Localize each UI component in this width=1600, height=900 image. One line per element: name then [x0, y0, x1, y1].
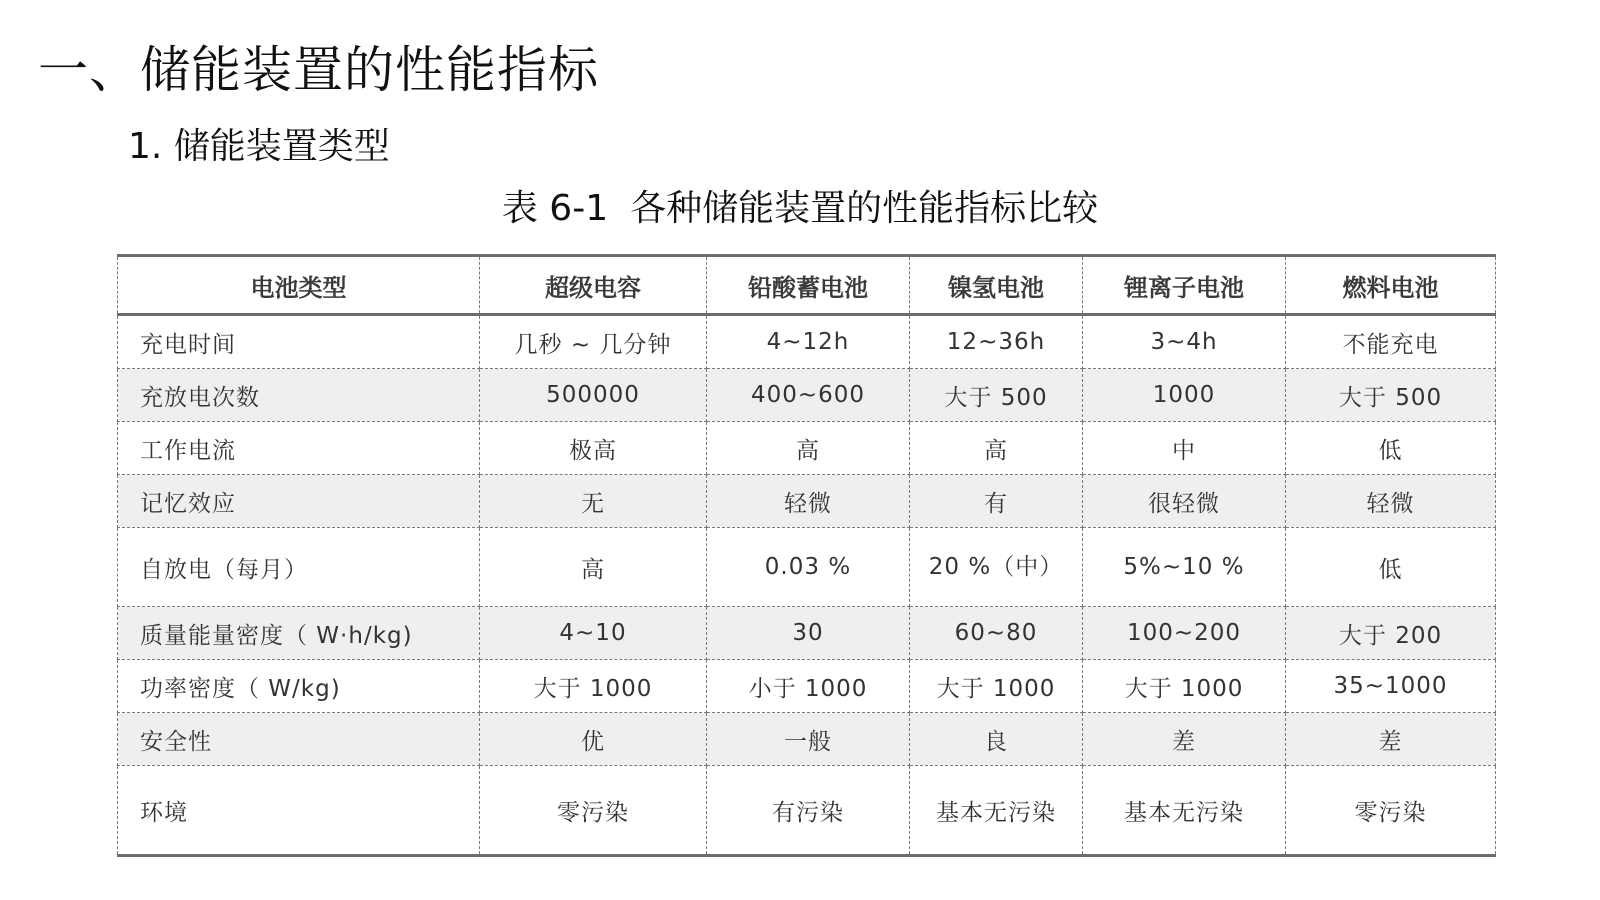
table-cell: 差 — [1286, 713, 1496, 766]
table-cell: 轻微 — [1286, 475, 1496, 528]
column-header: 锂离子电池 — [1083, 256, 1286, 315]
page-title: 一、储能装置的性能指标 — [38, 41, 599, 99]
table-cell: 无 — [480, 475, 707, 528]
row-label: 工作电流 — [118, 422, 480, 475]
row-label: 自放电（每月） — [118, 528, 480, 607]
table-title: 各种储能装置的性能指标比较 — [630, 188, 1099, 229]
table-cell: 有 — [910, 475, 1083, 528]
table-row — [118, 713, 1496, 766]
row-label: 环境 — [118, 766, 480, 856]
column-header: 铅酸蓄电池 — [707, 256, 910, 315]
table-row — [118, 528, 1496, 607]
table-cell: 1000 — [1083, 369, 1286, 422]
table-cell: 100~200 — [1083, 607, 1286, 660]
table-cell: 35~1000 — [1286, 660, 1496, 713]
table-row — [118, 422, 1496, 475]
table-cell: 高 — [910, 422, 1083, 475]
column-header: 镍氢电池 — [910, 256, 1083, 315]
table-cell: 5%~10 % — [1083, 528, 1286, 607]
table-header-row — [118, 256, 1496, 315]
table-cell: 低 — [1286, 422, 1496, 475]
table-cell: 轻微 — [707, 475, 910, 528]
table-cell: 大于 1000 — [910, 660, 1083, 713]
table-row — [118, 315, 1496, 369]
table-cell: 大于 1000 — [480, 660, 707, 713]
table-cell: 20 %（中） — [910, 528, 1083, 607]
row-label: 充放电次数 — [118, 369, 480, 422]
table-cell: 差 — [1083, 713, 1286, 766]
table-cell: 良 — [910, 713, 1083, 766]
column-header: 电池类型 — [118, 256, 480, 315]
table-cell: 几秒 ~ 几分钟 — [480, 315, 707, 369]
table-row — [118, 766, 1496, 856]
table-row — [118, 475, 1496, 528]
table-cell: 不能充电 — [1286, 315, 1496, 369]
table-cell: 一般 — [707, 713, 910, 766]
table-cell: 500000 — [480, 369, 707, 422]
table-cell: 低 — [1286, 528, 1496, 607]
table-cell: 12~36h — [910, 315, 1083, 369]
table-cell: 大于 500 — [1286, 369, 1496, 422]
table-cell: 大于 500 — [910, 369, 1083, 422]
table-cell: 很轻微 — [1083, 475, 1286, 528]
performance-table — [117, 254, 1496, 857]
table-cell: 0.03 % — [707, 528, 910, 607]
table-cell: 中 — [1083, 422, 1286, 475]
table-cell: 小于 1000 — [707, 660, 910, 713]
table-row — [118, 369, 1496, 422]
table-cell: 零污染 — [480, 766, 707, 856]
table-cell: 4~12h — [707, 315, 910, 369]
table-cell: 3~4h — [1083, 315, 1286, 369]
table-cell: 极高 — [480, 422, 707, 475]
table-cell: 30 — [707, 607, 910, 660]
column-header: 超级电容 — [480, 256, 707, 315]
table-cell: 有污染 — [707, 766, 910, 856]
table-cell: 400~600 — [707, 369, 910, 422]
table-cell: 高 — [480, 528, 707, 607]
row-label: 质量能量密度（ W·h/kg) — [118, 607, 480, 660]
row-label: 安全性 — [118, 713, 480, 766]
table-cell: 大于 200 — [1286, 607, 1496, 660]
table-cell: 60~80 — [910, 607, 1083, 660]
row-label: 记忆效应 — [118, 475, 480, 528]
section-title: 1. 储能装置类型 — [128, 126, 390, 167]
row-label: 充电时间 — [118, 315, 480, 369]
table-cell: 4~10 — [480, 607, 707, 660]
table-number: 表 6-1 — [501, 188, 609, 229]
table-cell: 高 — [707, 422, 910, 475]
table-cell: 优 — [480, 713, 707, 766]
table-row — [118, 660, 1496, 713]
table-row — [118, 607, 1496, 660]
row-label: 功率密度（ W/kg) — [118, 660, 480, 713]
table-cell: 大于 1000 — [1083, 660, 1286, 713]
table-cell: 零污染 — [1286, 766, 1496, 856]
column-header: 燃料电池 — [1286, 256, 1496, 315]
table-cell: 基本无污染 — [910, 766, 1083, 856]
table-caption — [0, 180, 1600, 231]
table-cell: 基本无污染 — [1083, 766, 1286, 856]
